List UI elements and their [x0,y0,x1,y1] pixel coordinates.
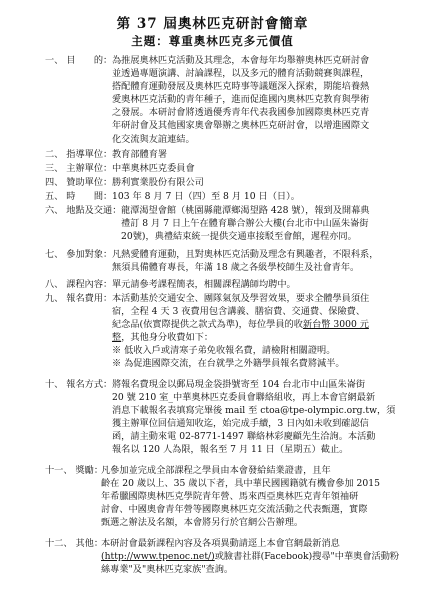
section-registration-line: 報名以 120 人為限，報名至 7 月 11 日（星期五）截止。 [112,444,349,456]
section-awards-line: 甄選之辦法及名額，本會將另行於官網公告辦理。 [101,517,304,529]
section-awards-line: 凡參加並完成全部課程之學員由本會發給結業證書，且年 [101,465,331,476]
section-eligibility-line: 凡熱愛體育運動，且對奧林匹克活動及理念有興趣者，不限科系， [112,249,379,260]
section-info-line [101,550,417,563]
section-registration-line: 將報名費現金以郵局現金袋掛號寄至 104 台北市中山區朱崙街 [112,379,366,390]
section-venue-line: 龍潭渴望會館（桃園縣龍潭鄉渴望路 428 號），報到及開幕典 [121,205,370,216]
fee-amount: 新台幣 3000 元 [302,319,369,331]
section-info-line: 本研討會最新課程內容及各項異動請逕上本會官網最新消息 [101,538,340,549]
fee-amount-suffix: 整 [112,332,122,344]
section-fee-line: 宿，全程 4 天 3 夜費用包含講義、膳宿費、交通費、保險費、 [112,306,366,318]
section-info-body [101,537,417,576]
section-registration-heading: 十、 報名方式： [45,379,113,390]
section-info-line: 絲專業"及"奧林匹克家族"查詢。 [101,564,234,576]
section-fee-heading: 九、 報名費用： [45,293,113,304]
section-purpose-line: 化交流與友誼連結。 [112,133,195,145]
section-awards-line: 齡在 20 歲以上、35 歲以下者，具中華民國國籍就有機會參加 2015 [101,478,380,490]
section-director-body: 教育部體育署 [112,149,168,160]
section-sponsor-heading: 四、 贊助單位： [45,177,113,188]
fee-note: ※ 為促進國際交流，在台就學之外籍學員報名費將減半。 [112,358,345,370]
section-purpose-heading: 一、 目 的： [45,55,113,66]
section-venue-heading: 六、 地點及交通： [45,205,122,216]
section-info-heading: 十二、 其他： [45,538,104,549]
page-subtitle: 主題：尊重奧林匹克多元價值 [131,34,294,48]
section-awards-line: 討會、中國奧會青年營等國際奧林匹克交流活動之代表甄選，實際 [101,504,368,516]
section-purpose-line: 並透過專題演講、討論課程，以及多元的體育活動競賽與課程， [112,68,370,80]
section-registration-body [112,378,417,457]
section-purpose-line: 為推展奧林匹克活動及其理念，本會每年均舉辦奧林匹克研討會 [112,55,370,66]
page-title: 第 37 屆奧林匹克研討會簡章 [116,16,309,32]
section-director-heading: 二、 指導單位： [45,149,113,160]
section-organizer-heading: 三、 主辦單位： [45,163,113,174]
section-awards-line: 年希臘國際奧林匹克學院青年營、馬來西亞奧林匹克青年領袖研 [101,491,359,503]
fee-note: ※ 低收入戶或清寒子弟免收報名費，請檢附相關證明。 [112,345,336,357]
section-purpose-line: 搭配體育運動發展及奧林匹克時事等議題深入探索，期能培養熱 [112,81,370,93]
section-registration-line: 函，請主動來電 02-8771-1497 聯絡林彩慶顧先生洽詢。本活動 [112,431,376,443]
section-fee-text: ，其他身分收費如下： [121,332,214,344]
section-fee-body [112,292,417,371]
section-awards-body [101,464,417,529]
website-link[interactable]: (http://www.tpenoc.net/) [101,551,215,563]
section-course-heading: 八、 課程內容： [45,279,113,290]
section-venue-body [121,204,417,243]
section-purpose-body [112,54,417,146]
section-eligibility-line: 無須具備體育專長，年滿 18 歲之各級學校師生及社會青年。 [112,262,360,274]
section-fee-line: 本活動基於交通安全、團隊氣氛及學習效果，要求全體學員須住 [112,293,370,304]
section-registration-line: 消息下載報名表填寫完畢後 mail 至 ctoa@tpe-olympic.org.tw，須 [112,405,396,417]
section-registration-line: 獲主辦單位回信通知收迄，始完成手續，3 日內如未收到確認信 [112,418,369,430]
section-sponsor-body: 勝利實業股份有限公司 [112,177,204,188]
section-organizer-body: 中華奧林匹克委員會 [112,163,195,174]
section-time-body: 103 年 8 月 7 日（四）至 8 月 10 日（日）。 [112,191,300,202]
section-venue-line: 禮訂 8 月 7 日上午在體育聯合辦公大樓(台北市中山區朱崙街 [121,218,369,230]
section-awards-heading: 十一、 獎勵： [45,465,104,476]
section-course-body: 單元請參考課程簡表，相關課程講師均聘中。 [112,279,296,290]
section-fee-text: 紀念品(依實際提供之款式為準)，每位學員的收 [112,319,303,331]
section-registration-line: 20 號 210 室_中華奧林匹克委員會聯絡組收，再上本會官網最新 [112,392,376,404]
section-eligibility-body [112,248,417,274]
section-fee-line [112,318,417,331]
section-purpose-line: 年研討會及其他國家奧會舉辦之奧林匹克研討會，以增進國際文 [112,120,370,132]
section-purpose-line: 之發展。本研討會將透過優秀青年代表我國參加國際奧林匹克青 [112,107,370,119]
section-eligibility-heading: 七、 參加對象： [45,249,113,260]
section-venue-line: 20號)，典禮結束統一提供交通車接駁至會館，遲程亦同。 [121,231,357,243]
section-fee-line [112,331,417,344]
section-purpose-line: 愛奧林匹克活動的青年種子，進而促進國內奧林匹克教育與學術 [112,94,370,106]
section-info-text: 或臉書社群(Facebook)搜尋"中華奧會活動粉 [214,551,400,563]
section-time-heading: 五、 時 間： [45,191,113,202]
